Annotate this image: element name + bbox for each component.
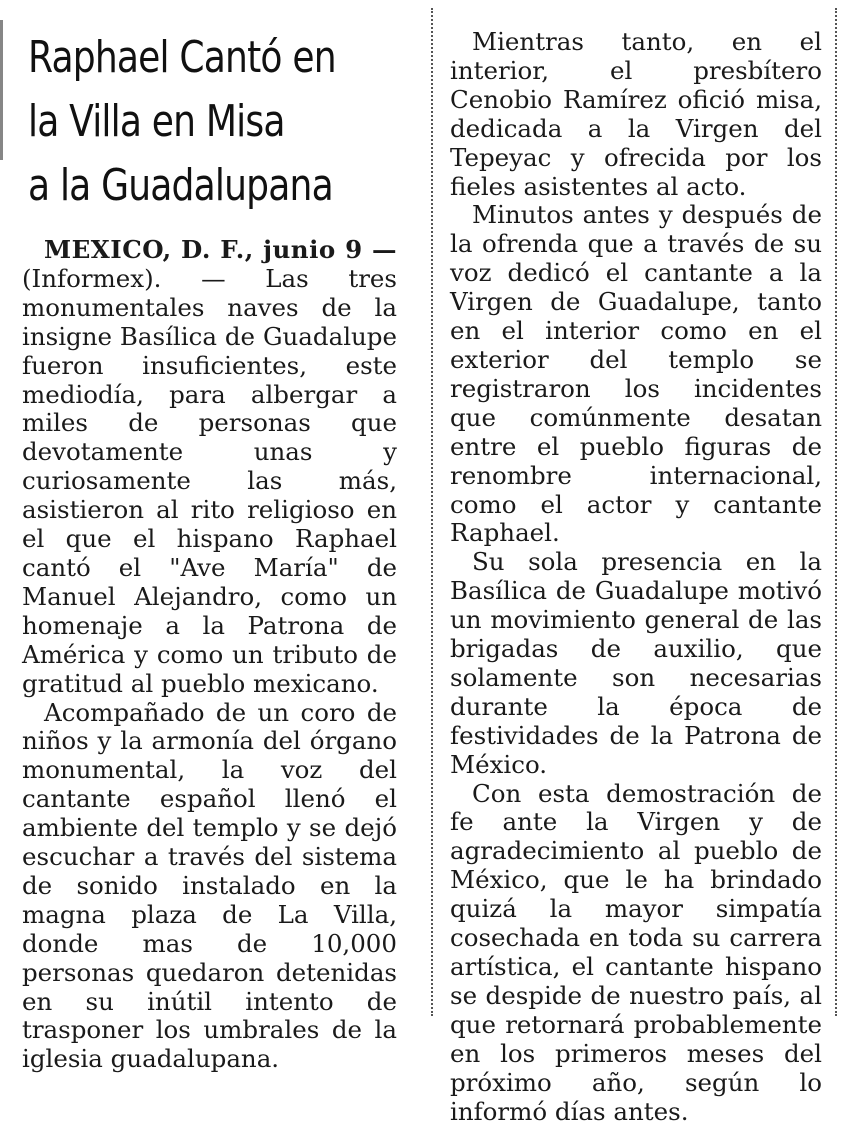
dateline: MEXICO, D. F., junio 9 — (44, 235, 397, 264)
paragraph-3: Mientras tanto, en el interior, el presbítero Cenobio Ramírez ofició misa, dedicada a la Virgen del Tepeyac y ofrecida por los fieles asistentes al acto. (450, 27, 822, 201)
paragraph-5: Su sola presencia en la Basílica de Guadalupe motivó un movimiento general de las brigadas de auxilio, que solamente son necesarias durante la época de festividades de la Patrona de México. (450, 547, 822, 779)
paragraph-2: Acompañado de un coro de niños y la armonía del órgano monumental, la voz del cantante español llenó el ambiente del templo y se dejó escuchar a través del sistema de sonido instalado en la magna plaza de La Villa, donde mas de 10,000 personas quedaron detenidas en su inútil intento de trasponer los umbrales de la iglesia guadalupana. (22, 697, 397, 1074)
headline-line-2: la Villa en Misa (28, 96, 285, 147)
column-divider (431, 8, 433, 1016)
left-column (22, 0, 397, 1074)
scan-edge-mark (0, 20, 13, 160)
headline-line-1: Raphael Cantó en (28, 32, 336, 83)
right-column (450, 28, 822, 1126)
paragraph-1-text: (Informex). — Las tres monumentales naves de la insigne Basílica de Guadalupe fueron insuficientes, este mediodía, para albergar a miles de personas que devotamente unas y curiosamente las más, asistieron al rito religioso en el que el hispano Raphael cantó el "Ave María" de Manuel Alejandro, como un homenaje a la Patrona de América y como un tributo de gratitud al pueblo mexicano. (22, 263, 397, 698)
paragraph-6: Con esta demostración de fe ante la Virgen y de agradecimiento al pueblo de México, que le ha brindado quizá la mayor simpatía cosechada en toda su carrera artística, el cantante hispano se despide de nuestro país, al que retornará probablemente en los primeros meses del próximo año, según lo informó días antes. (450, 778, 822, 1126)
headline (28, 26, 405, 218)
paragraph-4: Minutos antes y después de la ofrenda que a través de su voz dedicó el cantante a la Virgen de Guadalupe, tanto en el interior como en el exterior del templo se registraron los incidentes que comúnmente desatan entre el pueblo figuras de renombre internacional, como el actor y cantante Raphael. (450, 200, 822, 548)
right-edge-divider (835, 8, 837, 1016)
paragraph-1 (22, 236, 397, 699)
headline-line-3: a la Guadalupana (28, 160, 333, 211)
